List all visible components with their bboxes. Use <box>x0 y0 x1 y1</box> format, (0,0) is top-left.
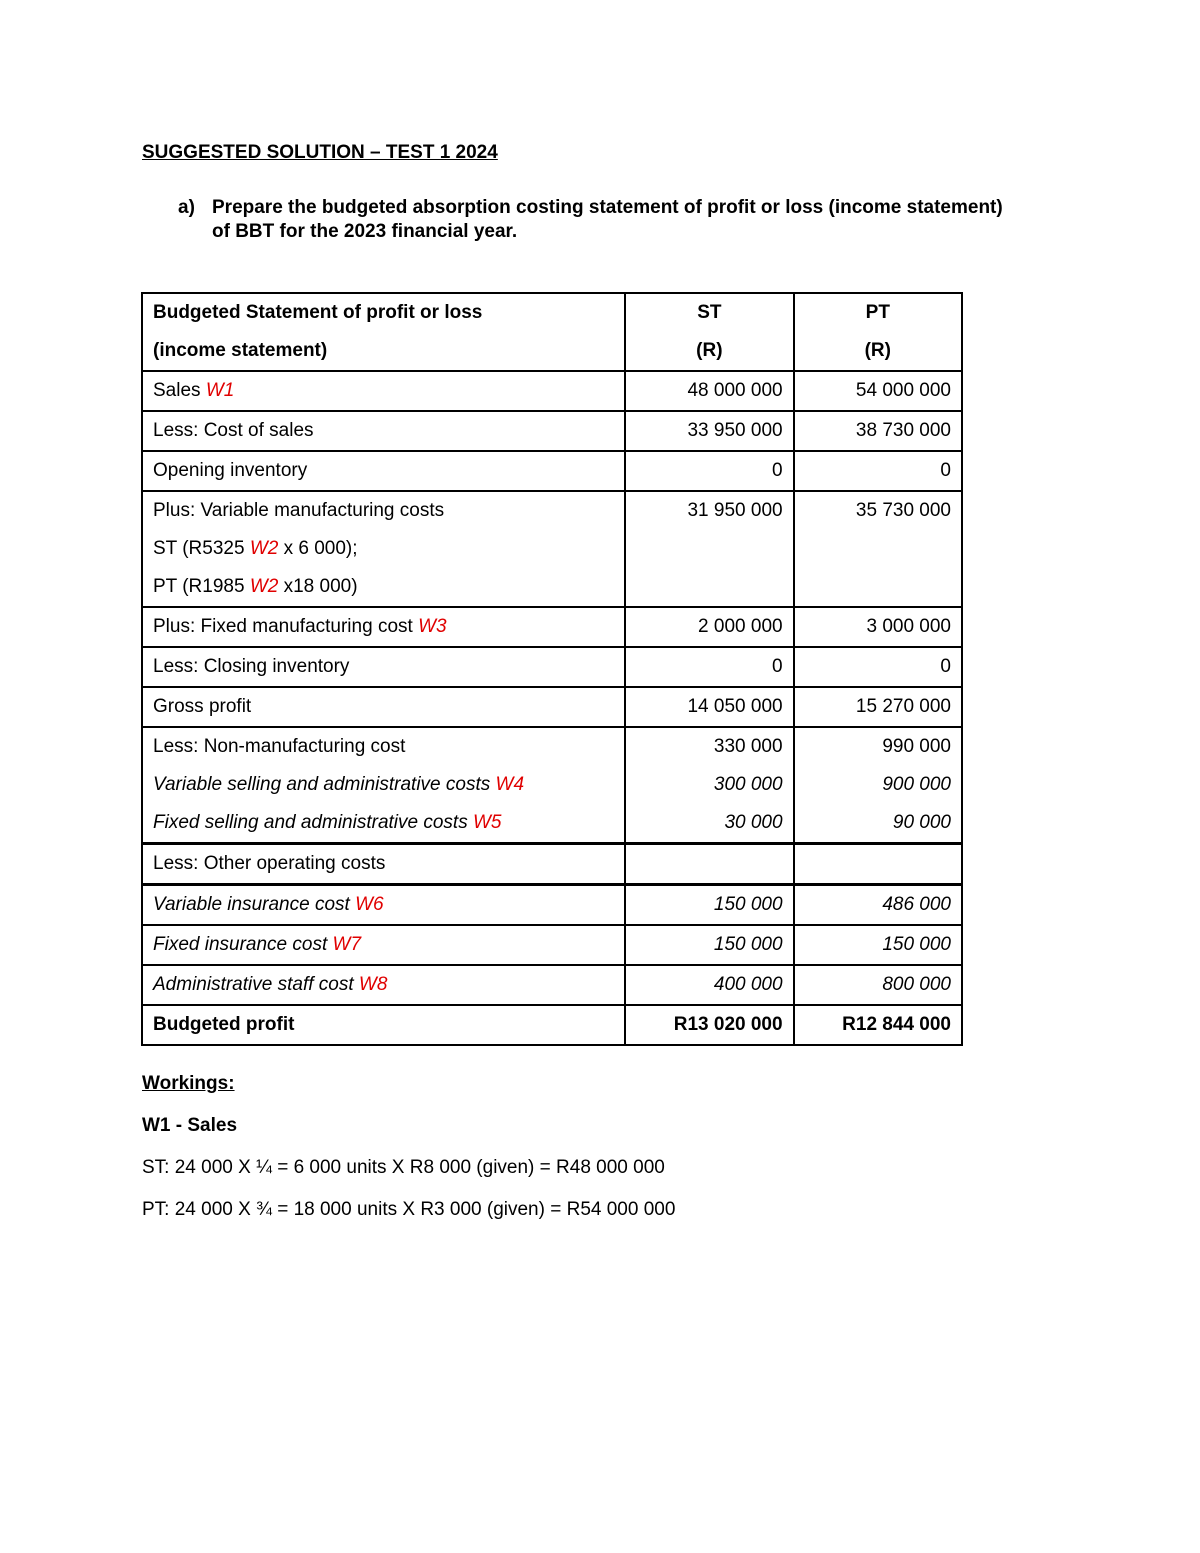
working-ref: W4 <box>495 774 525 795</box>
working-ref: W3 <box>418 616 447 637</box>
table-row-cost-of-sales <box>142 411 962 451</box>
row-label: Less: Cost of sales <box>142 411 625 451</box>
row-label: Plus: Fixed manufacturing cost W3 <box>142 607 625 647</box>
row-pt-value: 990 000 900 000 90 000 <box>794 727 962 844</box>
question-label: a) <box>178 197 195 218</box>
row-label: Plus: Variable manufacturing costs ST (R5325 W2 x 6 000); PT (R1985 W2 x18 000) <box>142 491 625 607</box>
w1-pt-line: PT: 24 000 X ¾ = 18 000 units X R3 000 (given) = R54 000 000 <box>142 1199 676 1220</box>
row-pt-value: 54 000 000 <box>794 371 962 411</box>
workings-section <box>142 1070 675 1238</box>
table-row-admin-staff <box>142 965 962 1005</box>
row-st-value: 14 050 000 <box>625 687 793 727</box>
row-st-value: 31 950 000 <box>625 491 793 607</box>
w1-st-line: ST: 24 000 X ¼ = 6 000 units X R8 000 (given) = R48 000 000 <box>142 1157 665 1178</box>
row-label: Gross profit <box>142 687 625 727</box>
row-pt-value: 800 000 <box>794 965 962 1005</box>
header-label-cell <box>142 293 625 371</box>
row-st-value: R13 020 000 <box>625 1005 793 1045</box>
table-row-fixed-insurance <box>142 925 962 965</box>
working-ref: W7 <box>332 934 362 955</box>
header-label-line2: (income statement) <box>153 340 328 361</box>
row-pt-value: 35 730 000 <box>794 491 962 607</box>
table-row-opening-inventory <box>142 451 962 491</box>
row-pt-value: 3 000 000 <box>794 607 962 647</box>
row-pt-value: 0 <box>794 647 962 687</box>
budgeted-statement-table <box>141 292 963 1046</box>
row-label: Fixed insurance cost W7 <box>142 925 625 965</box>
row-st-value: 330 000 300 000 30 000 <box>625 727 793 844</box>
row-st-value: 150 000 <box>625 925 793 965</box>
row-st-value <box>625 844 793 885</box>
question-text: Prepare the budgeted absorption costing statement of profit or loss (income statement) of BBT for the 2023 financial year. <box>212 197 1003 242</box>
table-row-non-manufacturing <box>142 727 962 844</box>
row-st-value: 48 000 000 <box>625 371 793 411</box>
row-label: Less: Other operating costs <box>142 844 625 885</box>
table-row-budgeted-profit <box>142 1005 962 1045</box>
working-ref: W8 <box>358 974 388 995</box>
row-st-value: 33 950 000 <box>625 411 793 451</box>
header-pt-line2: (R) <box>864 340 891 361</box>
table-header-row <box>142 293 962 371</box>
row-label: Less: Closing inventory <box>142 647 625 687</box>
header-st-cell <box>625 293 793 371</box>
row-st-value: 150 000 <box>625 885 793 926</box>
row-label: Opening inventory <box>142 451 625 491</box>
row-pt-value <box>794 844 962 885</box>
header-label-line1: Budgeted Statement of profit or loss <box>153 302 483 323</box>
w1-heading: W1 - Sales <box>142 1115 238 1136</box>
table-row-variable-manufacturing <box>142 491 962 607</box>
row-st-value: 400 000 <box>625 965 793 1005</box>
row-label: Variable insurance cost W6 <box>142 885 625 926</box>
header-st-line1: ST <box>697 302 722 323</box>
row-label: Less: Non-manufacturing cost Variable selling and administrative costs W4 Fixed selling and administrative costs W5 <box>142 727 625 844</box>
header-pt-cell <box>794 293 962 371</box>
page-title: SUGGESTED SOLUTION – TEST 1 2024 <box>142 142 498 163</box>
row-pt-value: 150 000 <box>794 925 962 965</box>
table-row-sales <box>142 371 962 411</box>
table-row-fixed-manufacturing <box>142 607 962 647</box>
question <box>142 196 1012 244</box>
row-pt-value: 486 000 <box>794 885 962 926</box>
row-pt-value: 0 <box>794 451 962 491</box>
header-pt-line1: PT <box>865 302 890 323</box>
table-row-closing-inventory <box>142 647 962 687</box>
row-label: Administrative staff cost W8 <box>142 965 625 1005</box>
row-st-value: 0 <box>625 451 793 491</box>
table-row-variable-insurance <box>142 885 962 926</box>
table-row-gross-profit <box>142 687 962 727</box>
row-st-value: 2 000 000 <box>625 607 793 647</box>
working-ref: W2 <box>249 538 279 559</box>
working-ref: W2 <box>249 576 279 597</box>
working-ref: W1 <box>205 380 235 401</box>
header-st-line2: (R) <box>696 340 723 361</box>
working-ref: W5 <box>472 812 502 833</box>
row-label: Sales W1 <box>142 371 625 411</box>
row-pt-value: 15 270 000 <box>794 687 962 727</box>
table-row-other-operating <box>142 844 962 885</box>
row-pt-value: 38 730 000 <box>794 411 962 451</box>
row-pt-value: R12 844 000 <box>794 1005 962 1045</box>
working-ref: W6 <box>355 894 384 915</box>
row-label: Budgeted profit <box>142 1005 625 1045</box>
workings-heading: Workings: <box>142 1073 235 1094</box>
row-st-value: 0 <box>625 647 793 687</box>
